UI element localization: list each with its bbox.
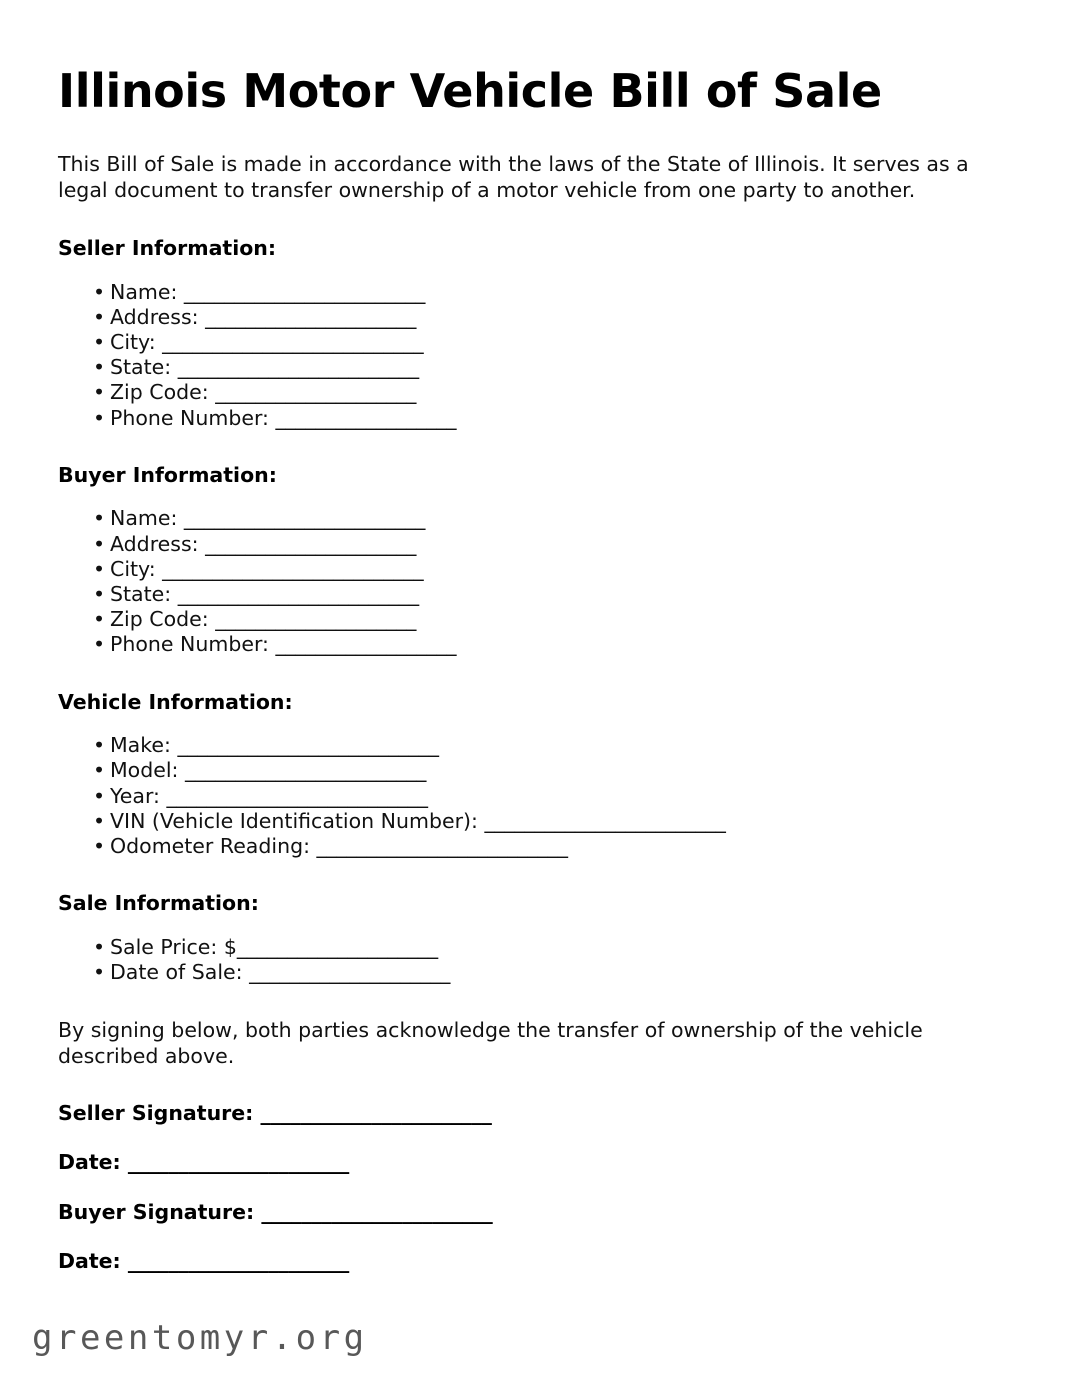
- field-blank[interactable]: _____________________: [205, 304, 417, 329]
- field-label: Address:: [110, 531, 199, 556]
- field-blank[interactable]: __________________________: [162, 329, 424, 354]
- field-blank[interactable]: ________________________: [185, 758, 427, 783]
- field-label: Zip Code:: [110, 380, 209, 405]
- section-heading-vehicle: Vehicle Information:: [58, 689, 293, 714]
- seller-date-label: Date:: [58, 1150, 121, 1175]
- seller-signature-blank[interactable]: _______________________: [260, 1100, 492, 1125]
- field-label: Name:: [110, 506, 178, 531]
- field-row: [58, 960, 1018, 985]
- field-row: [58, 935, 1018, 960]
- field-blank[interactable]: __________________________: [177, 733, 439, 758]
- acknowledgment-paragraph: By signing below, both parties acknowledge the transfer of ownership of the vehicle described above.: [58, 1018, 923, 1069]
- field-row: [58, 532, 1018, 557]
- field-label: Phone Number:: [110, 632, 269, 657]
- field-label: Address:: [110, 304, 199, 329]
- field-blank[interactable]: ________________________: [183, 506, 426, 531]
- field-label: Sale Price: $: [110, 934, 237, 959]
- field-blank[interactable]: _____________________: [205, 531, 417, 556]
- field-label: City:: [110, 556, 156, 581]
- section-heading-buyer: Buyer Information:: [58, 462, 277, 487]
- field-blank[interactable]: ____________________: [249, 960, 451, 985]
- field-row: [58, 784, 1018, 809]
- field-row: [58, 330, 1018, 355]
- section-heading-sale: Sale Information:: [58, 891, 259, 916]
- field-label: Odometer Reading:: [110, 834, 310, 859]
- field-blank[interactable]: __________________________: [162, 556, 424, 581]
- field-row: [58, 380, 1018, 405]
- field-list-vehicle: [58, 714, 1018, 859]
- buyer-date-blank[interactable]: ______________________: [127, 1249, 350, 1274]
- seller-date-line: [58, 1150, 1018, 1175]
- field-blank[interactable]: ____________________: [215, 607, 417, 632]
- seller-signature-line: [58, 1101, 1018, 1126]
- field-list-buyer: [58, 487, 1018, 657]
- field-row: [58, 632, 1018, 657]
- field-row: [58, 355, 1018, 380]
- buyer-signature-line: [58, 1200, 1018, 1225]
- field-list-seller: [58, 261, 1018, 431]
- field-row: [58, 607, 1018, 632]
- field-blank[interactable]: ________________________: [484, 808, 726, 833]
- field-blank[interactable]: __________________: [275, 405, 457, 430]
- field-row: [58, 834, 1018, 859]
- field-label: Model:: [110, 758, 179, 783]
- field-blank[interactable]: ____________________: [236, 934, 438, 959]
- buyer-date-line: [58, 1249, 1018, 1274]
- field-row: [58, 305, 1018, 330]
- field-label: Name:: [110, 279, 178, 304]
- seller-date-blank[interactable]: ______________________: [127, 1150, 350, 1175]
- page-title: Illinois Motor Vehicle Bill of Sale: [58, 64, 882, 118]
- field-label: Year:: [110, 783, 160, 808]
- field-label: State:: [110, 582, 172, 606]
- site-watermark: greentomyr.org: [32, 1318, 368, 1358]
- signature-block: [58, 1070, 1018, 1274]
- field-row: [58, 758, 1018, 783]
- seller-signature-label: Seller Signature:: [58, 1100, 254, 1125]
- field-blank[interactable]: _________________________: [316, 834, 568, 859]
- field-label: Phone Number:: [110, 405, 269, 430]
- field-label: Zip Code:: [110, 607, 209, 632]
- field-row: [58, 280, 1018, 305]
- intro-paragraph: This Bill of Sale is made in accordance with the laws of the State of Illinois. It serves as a legal document to transfer ownership of a motor vehicle from one party to another.: [58, 151, 969, 202]
- field-row: [58, 733, 1018, 758]
- field-list-sale: [58, 916, 1018, 985]
- field-label: State:: [110, 355, 172, 380]
- field-row: [58, 582, 1018, 607]
- buyer-signature-label: Buyer Signature:: [58, 1199, 255, 1224]
- field-blank[interactable]: ________________________: [177, 582, 419, 606]
- field-row: [58, 809, 1018, 834]
- section-heading-seller: Seller Information:: [58, 235, 277, 260]
- field-blank[interactable]: __________________: [275, 632, 457, 657]
- field-row: [58, 506, 1018, 531]
- field-blank[interactable]: __________________________: [166, 783, 428, 808]
- field-label: Date of Sale:: [110, 960, 243, 985]
- field-row: [58, 406, 1018, 431]
- document-body: [58, 0, 1018, 1274]
- buyer-signature-blank[interactable]: _______________________: [261, 1199, 493, 1224]
- field-label: Make:: [110, 733, 171, 758]
- field-blank[interactable]: ____________________: [215, 380, 417, 405]
- field-label: VIN (Vehicle Identification Number):: [110, 808, 478, 833]
- field-blank[interactable]: ________________________: [183, 279, 426, 304]
- field-row: [58, 557, 1018, 582]
- field-blank[interactable]: ________________________: [177, 355, 419, 380]
- field-label: City:: [110, 329, 156, 354]
- buyer-date-label: Date:: [58, 1249, 121, 1274]
